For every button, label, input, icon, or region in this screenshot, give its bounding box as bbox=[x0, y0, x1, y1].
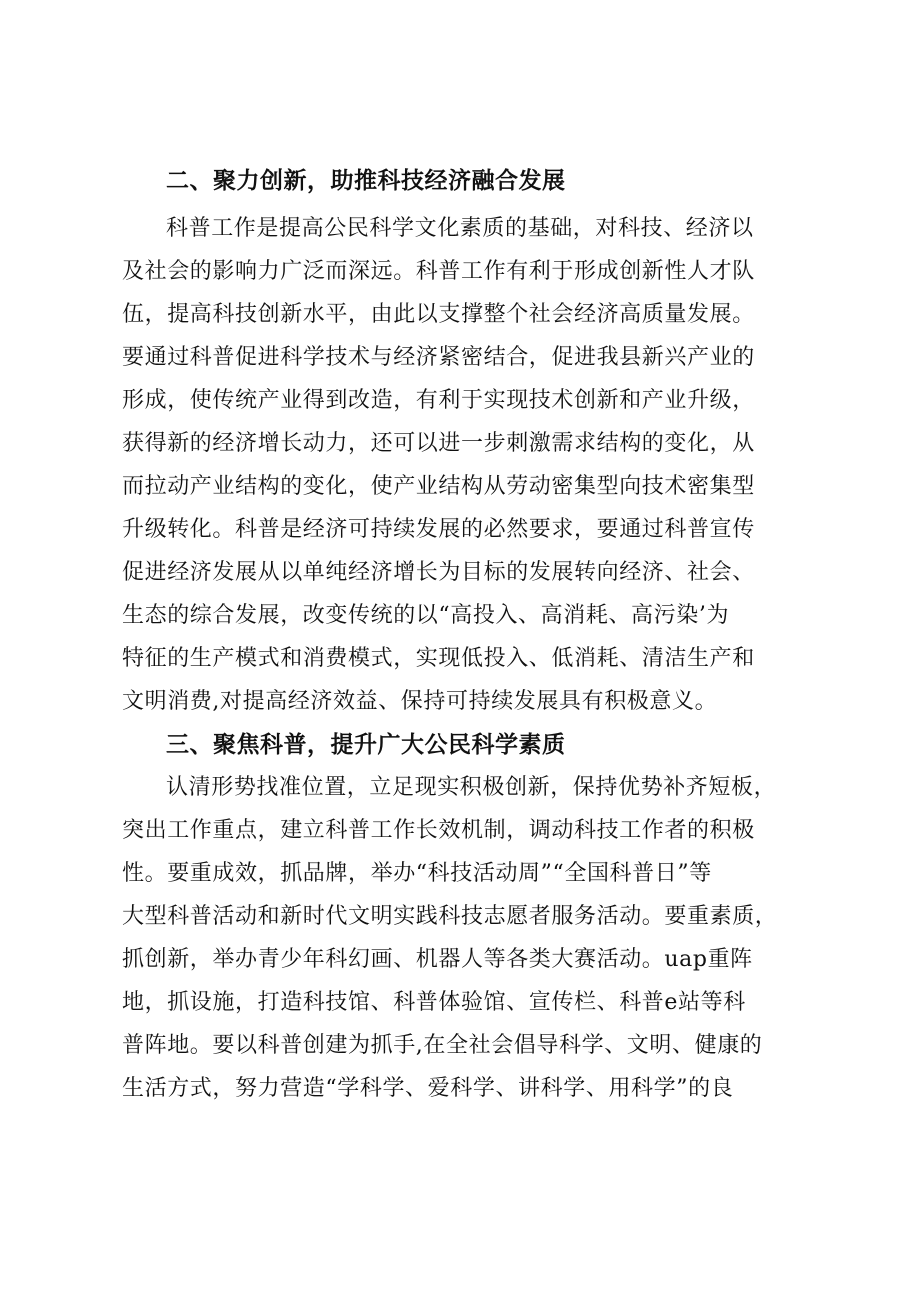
section-3-line: 普阵地。要以科普创建为抓手,在全社会倡导科学、文明、健康的 bbox=[122, 1033, 763, 1058]
section-2-line: 科普工作是提高公民科学文化素质的基础，对科技、经济以 bbox=[166, 216, 754, 241]
section-2-line: 伍，提高科技创新水平，由此以支撑整个社会经济高质量发展。 bbox=[122, 302, 755, 327]
section-2-line: 而拉动产业结构的变化，使产业结构从劳动密集型向技术密集型 bbox=[122, 474, 755, 499]
section-2-heading: 二、聚力创新，助推科技经济融合发展 bbox=[166, 167, 566, 194]
section-2-line: 要通过科普促进科学技术与经济紧密结合，促进我县新兴产业的 bbox=[122, 345, 755, 370]
section-2-line: 文明消费,对提高经济效益、保持可持续发展具有积极意义。 bbox=[122, 689, 718, 714]
section-2-line: 特征的生产模式和消费模式，实现低投入、低消耗、清洁生产和 bbox=[122, 646, 755, 671]
section-3-line: 认清形势找准位置，立足现实积极创新，保持优势补齐短板， bbox=[166, 775, 777, 800]
section-2-line: 形成，使传统产业得到改造，有利于实现技术创新和产业升级， bbox=[122, 388, 755, 413]
section-2-line: 获得新的经济增长动力，还可以进一步刺激需求结构的变化，从 bbox=[122, 431, 755, 456]
section-3-line: 地，抓设施，打造科技馆、科普体验馆、宣传栏、科普e站等科 bbox=[122, 990, 746, 1015]
section-3-line: 抓创新，举办青少年科幻画、机器人等各类大赛活动。uap重阵 bbox=[122, 947, 753, 972]
section-3-line: 大型科普活动和新时代文明实践科技志愿者服务活动。要重素质， bbox=[122, 904, 778, 929]
section-3-heading: 三、聚焦科普，提升广大公民科学素质 bbox=[166, 731, 566, 758]
section-2-line: 促进经济发展从以单纯经济增长为目标的发展转向经济、社会、 bbox=[122, 560, 755, 585]
section-2-line: 升级转化。科普是经济可持续发展的必然要求，要通过科普宣传 bbox=[122, 517, 755, 542]
section-3-line: 性。要重成效，抓品牌，举办“科技活动周”“全国科普日”等 bbox=[122, 861, 712, 886]
section-2-line: 生态的综合发展，改变传统的以“高投入、高消耗、高污染’为 bbox=[122, 603, 730, 628]
section-3-line: 生活方式，努力营造“学科学、爱科学、讲科学、用科学”的良 bbox=[122, 1076, 734, 1101]
section-2-line: 及社会的影响力广泛而深远。科普工作有利于形成创新性人才队 bbox=[122, 259, 755, 284]
section-3-line: 突出工作重点，建立科普工作长效机制，调动科技工作者的积极 bbox=[122, 818, 755, 843]
